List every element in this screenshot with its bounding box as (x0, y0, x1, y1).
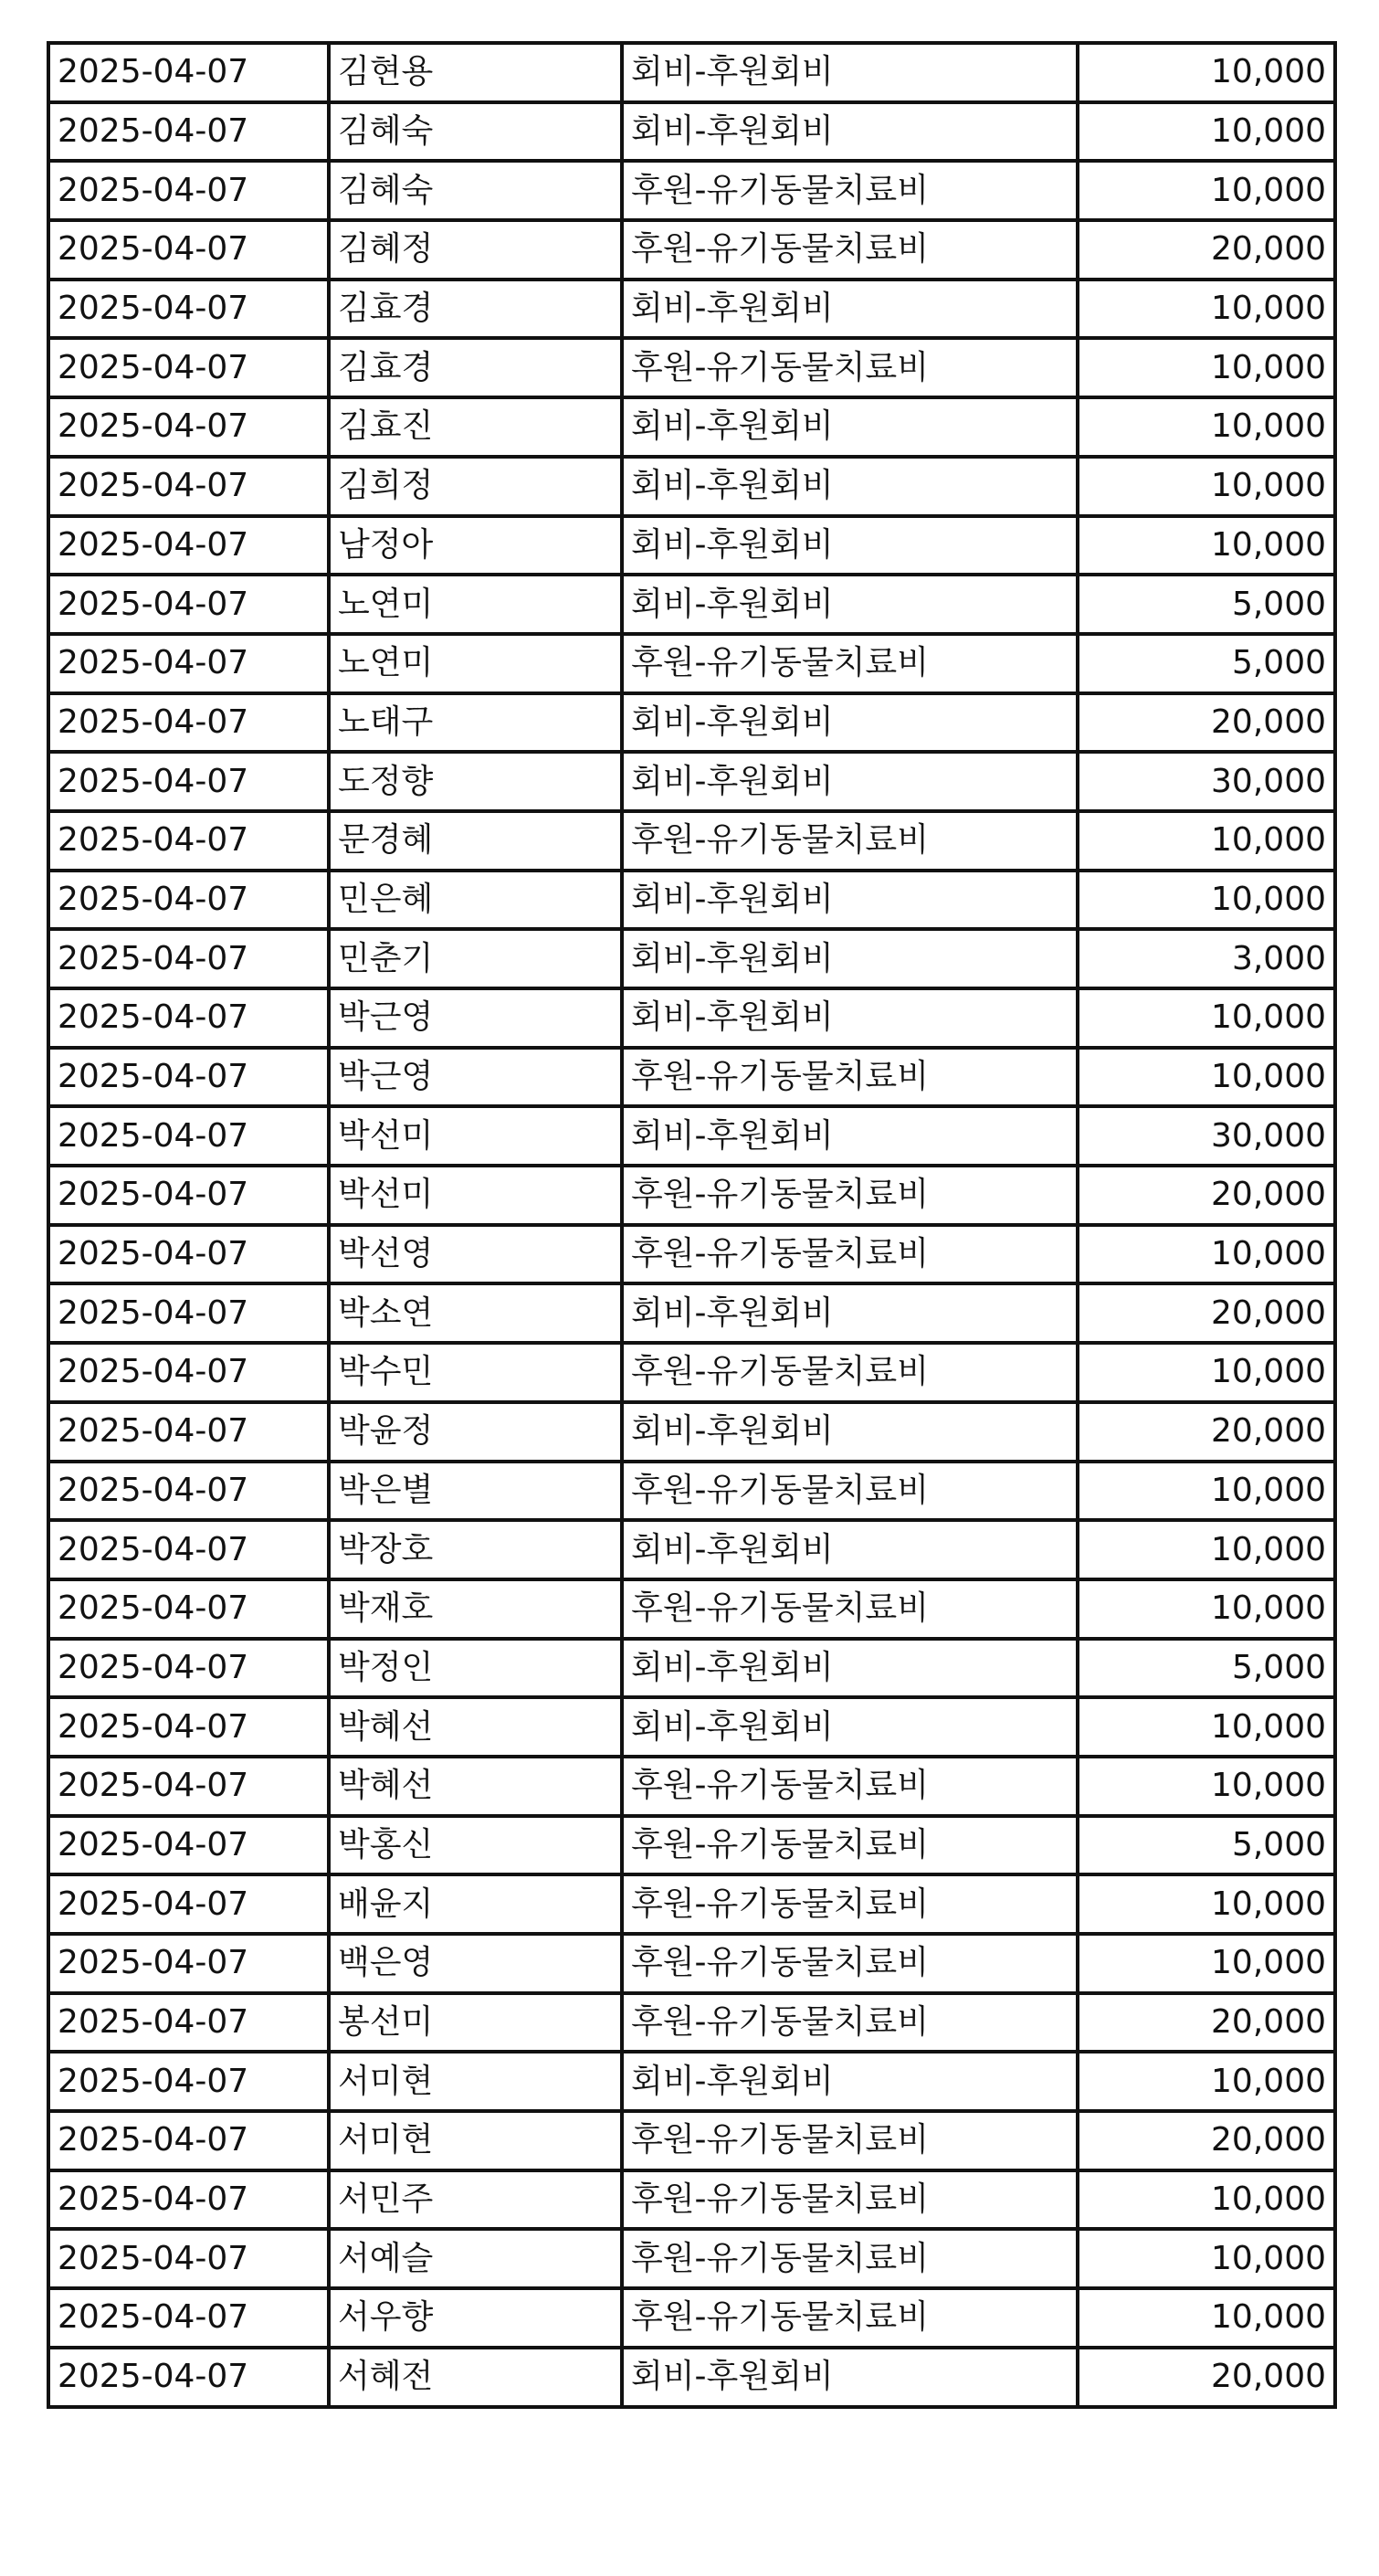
donor-name-cell: 서미현 (329, 2111, 622, 2170)
donor-name-cell: 김혜숙 (329, 102, 622, 162)
amount-cell: 5,000 (1078, 1639, 1335, 1698)
amount-cell: 20,000 (1078, 693, 1335, 753)
date-cell: 2025-04-07 (48, 1166, 329, 1225)
donor-name-cell: 김희정 (329, 457, 622, 516)
category-cell: 회비-후원회비 (622, 1639, 1078, 1698)
table-row (48, 1283, 1335, 1343)
date-cell: 2025-04-07 (48, 338, 329, 397)
date-cell: 2025-04-07 (48, 1106, 329, 1166)
table-row (48, 1874, 1335, 1934)
donor-name-cell: 박선영 (329, 1225, 622, 1284)
table-row (48, 2052, 1335, 2111)
category-cell: 회비-후원회비 (622, 1520, 1078, 1579)
amount-cell: 10,000 (1078, 1225, 1335, 1284)
category-cell: 회비-후원회비 (622, 397, 1078, 457)
table-row (48, 2170, 1335, 2230)
table-row (48, 752, 1335, 811)
table-row (48, 1934, 1335, 1993)
table-row (48, 634, 1335, 693)
category-cell: 회비-후원회비 (622, 1283, 1078, 1343)
amount-cell: 30,000 (1078, 1106, 1335, 1166)
date-cell: 2025-04-07 (48, 280, 329, 339)
amount-cell: 20,000 (1078, 2348, 1335, 2407)
date-cell: 2025-04-07 (48, 988, 329, 1048)
table-row (48, 1048, 1335, 1107)
amount-cell: 10,000 (1078, 2052, 1335, 2111)
category-cell: 회비-후원회비 (622, 280, 1078, 339)
category-cell: 후원-유기동물치료비 (622, 1166, 1078, 1225)
donor-name-cell: 백은영 (329, 1934, 622, 1993)
date-cell: 2025-04-07 (48, 1520, 329, 1579)
amount-cell: 10,000 (1078, 1579, 1335, 1639)
date-cell: 2025-04-07 (48, 693, 329, 753)
amount-cell: 10,000 (1078, 1697, 1335, 1757)
table-row (48, 1343, 1335, 1402)
date-cell: 2025-04-07 (48, 1402, 329, 1462)
category-cell: 회비-후원회비 (622, 1106, 1078, 1166)
date-cell: 2025-04-07 (48, 1283, 329, 1343)
date-cell: 2025-04-07 (48, 752, 329, 811)
amount-cell: 10,000 (1078, 102, 1335, 162)
donor-name-cell: 노연미 (329, 634, 622, 693)
category-cell: 회비-후원회비 (622, 693, 1078, 753)
donor-name-cell: 박정인 (329, 1639, 622, 1698)
donor-name-cell: 노태구 (329, 693, 622, 753)
amount-cell: 10,000 (1078, 871, 1335, 930)
category-cell: 후원-유기동물치료비 (622, 634, 1078, 693)
amount-cell: 10,000 (1078, 1343, 1335, 1402)
category-cell: 후원-유기동물치료비 (622, 1579, 1078, 1639)
table-row (48, 988, 1335, 1048)
category-cell: 회비-후원회비 (622, 516, 1078, 575)
table-row (48, 220, 1335, 280)
amount-cell: 10,000 (1078, 988, 1335, 1048)
amount-cell: 10,000 (1078, 1874, 1335, 1934)
category-cell: 회비-후원회비 (622, 575, 1078, 634)
date-cell: 2025-04-07 (48, 102, 329, 162)
donor-name-cell: 김효경 (329, 280, 622, 339)
amount-cell: 10,000 (1078, 1048, 1335, 1107)
table-row (48, 2229, 1335, 2288)
category-cell: 후원-유기동물치료비 (622, 1757, 1078, 1816)
donor-name-cell: 박선미 (329, 1166, 622, 1225)
date-cell: 2025-04-07 (48, 1934, 329, 1993)
amount-cell: 10,000 (1078, 1757, 1335, 1816)
date-cell: 2025-04-07 (48, 2348, 329, 2407)
category-cell: 회비-후원회비 (622, 457, 1078, 516)
donor-name-cell: 민춘기 (329, 929, 622, 988)
amount-cell: 20,000 (1078, 1283, 1335, 1343)
date-cell: 2025-04-07 (48, 1639, 329, 1698)
category-cell: 후원-유기동물치료비 (622, 220, 1078, 280)
amount-cell: 5,000 (1078, 1816, 1335, 1875)
category-cell: 회비-후원회비 (622, 2052, 1078, 2111)
date-cell: 2025-04-07 (48, 2111, 329, 2170)
amount-cell: 5,000 (1078, 634, 1335, 693)
date-cell: 2025-04-07 (48, 457, 329, 516)
table-row (48, 1639, 1335, 1698)
amount-cell: 10,000 (1078, 811, 1335, 871)
amount-cell: 10,000 (1078, 2229, 1335, 2288)
table-row (48, 338, 1335, 397)
table-row (48, 102, 1335, 162)
category-cell: 후원-유기동물치료비 (622, 1048, 1078, 1107)
donor-name-cell: 김효진 (329, 397, 622, 457)
date-cell: 2025-04-07 (48, 1225, 329, 1284)
date-cell: 2025-04-07 (48, 220, 329, 280)
category-cell: 후원-유기동물치료비 (622, 2288, 1078, 2348)
amount-cell: 10,000 (1078, 2170, 1335, 2230)
category-cell: 회비-후원회비 (622, 2348, 1078, 2407)
table-row (48, 457, 1335, 516)
donor-name-cell: 김혜숙 (329, 161, 622, 220)
date-cell: 2025-04-07 (48, 397, 329, 457)
donor-name-cell: 박수민 (329, 1343, 622, 1402)
donor-name-cell: 박선미 (329, 1106, 622, 1166)
table-row (48, 1462, 1335, 1521)
category-cell: 회비-후원회비 (622, 1402, 1078, 1462)
donor-name-cell: 서민주 (329, 2170, 622, 2230)
category-cell: 회비-후원회비 (622, 752, 1078, 811)
date-cell: 2025-04-07 (48, 2288, 329, 2348)
amount-cell: 10,000 (1078, 397, 1335, 457)
category-cell: 후원-유기동물치료비 (622, 1934, 1078, 1993)
table-row (48, 1816, 1335, 1875)
date-cell: 2025-04-07 (48, 2229, 329, 2288)
donor-name-cell: 도정향 (329, 752, 622, 811)
donor-name-cell: 박윤정 (329, 1402, 622, 1462)
category-cell: 후원-유기동물치료비 (622, 1343, 1078, 1402)
table-row (48, 871, 1335, 930)
category-cell: 회비-후원회비 (622, 43, 1078, 102)
donation-ledger-table (47, 41, 1337, 2409)
category-cell: 회비-후원회비 (622, 929, 1078, 988)
donor-name-cell: 김현용 (329, 43, 622, 102)
amount-cell: 10,000 (1078, 2288, 1335, 2348)
table-row (48, 397, 1335, 457)
date-cell: 2025-04-07 (48, 1697, 329, 1757)
amount-cell: 10,000 (1078, 457, 1335, 516)
date-cell: 2025-04-07 (48, 1874, 329, 1934)
donor-name-cell: 배윤지 (329, 1874, 622, 1934)
donor-name-cell: 박은별 (329, 1462, 622, 1521)
donor-name-cell: 봉선미 (329, 1993, 622, 2053)
category-cell: 회비-후원회비 (622, 102, 1078, 162)
donor-name-cell: 노연미 (329, 575, 622, 634)
amount-cell: 20,000 (1078, 1166, 1335, 1225)
category-cell: 후원-유기동물치료비 (622, 2170, 1078, 2230)
donor-name-cell: 박장호 (329, 1520, 622, 1579)
date-cell: 2025-04-07 (48, 1048, 329, 1107)
category-cell: 후원-유기동물치료비 (622, 338, 1078, 397)
amount-cell: 10,000 (1078, 161, 1335, 220)
date-cell: 2025-04-07 (48, 871, 329, 930)
donor-name-cell: 박재호 (329, 1579, 622, 1639)
category-cell: 회비-후원회비 (622, 1697, 1078, 1757)
table-row (48, 1106, 1335, 1166)
donor-name-cell: 문경혜 (329, 811, 622, 871)
category-cell: 후원-유기동물치료비 (622, 161, 1078, 220)
amount-cell: 30,000 (1078, 752, 1335, 811)
table-row (48, 280, 1335, 339)
date-cell: 2025-04-07 (48, 1343, 329, 1402)
table-row (48, 811, 1335, 871)
date-cell: 2025-04-07 (48, 634, 329, 693)
date-cell: 2025-04-07 (48, 929, 329, 988)
table-row (48, 693, 1335, 753)
amount-cell: 3,000 (1078, 929, 1335, 988)
date-cell: 2025-04-07 (48, 1757, 329, 1816)
date-cell: 2025-04-07 (48, 43, 329, 102)
category-cell: 후원-유기동물치료비 (622, 2229, 1078, 2288)
category-cell: 후원-유기동물치료비 (622, 1874, 1078, 1934)
amount-cell: 20,000 (1078, 1993, 1335, 2053)
donor-name-cell: 박소연 (329, 1283, 622, 1343)
amount-cell: 10,000 (1078, 1462, 1335, 1521)
table-row (48, 1993, 1335, 2053)
date-cell: 2025-04-07 (48, 575, 329, 634)
date-cell: 2025-04-07 (48, 516, 329, 575)
date-cell: 2025-04-07 (48, 1816, 329, 1875)
table-row (48, 1166, 1335, 1225)
donor-name-cell: 박근영 (329, 988, 622, 1048)
amount-cell: 10,000 (1078, 43, 1335, 102)
date-cell: 2025-04-07 (48, 2170, 329, 2230)
amount-cell: 20,000 (1078, 1402, 1335, 1462)
donor-name-cell: 민은혜 (329, 871, 622, 930)
category-cell: 회비-후원회비 (622, 988, 1078, 1048)
table-row (48, 2288, 1335, 2348)
amount-cell: 5,000 (1078, 575, 1335, 634)
category-cell: 후원-유기동물치료비 (622, 2111, 1078, 2170)
date-cell: 2025-04-07 (48, 1462, 329, 1521)
date-cell: 2025-04-07 (48, 1993, 329, 2053)
table-row (48, 2111, 1335, 2170)
donor-name-cell: 박혜선 (329, 1757, 622, 1816)
category-cell: 후원-유기동물치료비 (622, 1225, 1078, 1284)
date-cell: 2025-04-07 (48, 811, 329, 871)
category-cell: 후원-유기동물치료비 (622, 1993, 1078, 2053)
amount-cell: 10,000 (1078, 516, 1335, 575)
ledger-body (48, 43, 1335, 2407)
table-row (48, 575, 1335, 634)
amount-cell: 20,000 (1078, 220, 1335, 280)
table-row (48, 2348, 1335, 2407)
donor-name-cell: 김혜정 (329, 220, 622, 280)
table-row (48, 161, 1335, 220)
donor-name-cell: 서미현 (329, 2052, 622, 2111)
amount-cell: 10,000 (1078, 280, 1335, 339)
table-row (48, 1225, 1335, 1284)
donor-name-cell: 서예슬 (329, 2229, 622, 2288)
donor-name-cell: 서우향 (329, 2288, 622, 2348)
table-row (48, 1402, 1335, 1462)
date-cell: 2025-04-07 (48, 161, 329, 220)
donor-name-cell: 박혜선 (329, 1697, 622, 1757)
amount-cell: 10,000 (1078, 1520, 1335, 1579)
category-cell: 후원-유기동물치료비 (622, 1816, 1078, 1875)
donor-name-cell: 박홍신 (329, 1816, 622, 1875)
table-row (48, 1579, 1335, 1639)
table-row (48, 1757, 1335, 1816)
donor-name-cell: 박근영 (329, 1048, 622, 1107)
category-cell: 후원-유기동물치료비 (622, 1462, 1078, 1521)
donor-name-cell: 남정아 (329, 516, 622, 575)
amount-cell: 20,000 (1078, 2111, 1335, 2170)
table-row (48, 1697, 1335, 1757)
date-cell: 2025-04-07 (48, 1579, 329, 1639)
donor-name-cell: 서혜전 (329, 2348, 622, 2407)
table-row (48, 929, 1335, 988)
date-cell: 2025-04-07 (48, 2052, 329, 2111)
amount-cell: 10,000 (1078, 338, 1335, 397)
table-row (48, 43, 1335, 102)
category-cell: 후원-유기동물치료비 (622, 811, 1078, 871)
donor-name-cell: 김효경 (329, 338, 622, 397)
amount-cell: 10,000 (1078, 1934, 1335, 1993)
table-row (48, 516, 1335, 575)
category-cell: 회비-후원회비 (622, 871, 1078, 930)
table-row (48, 1520, 1335, 1579)
